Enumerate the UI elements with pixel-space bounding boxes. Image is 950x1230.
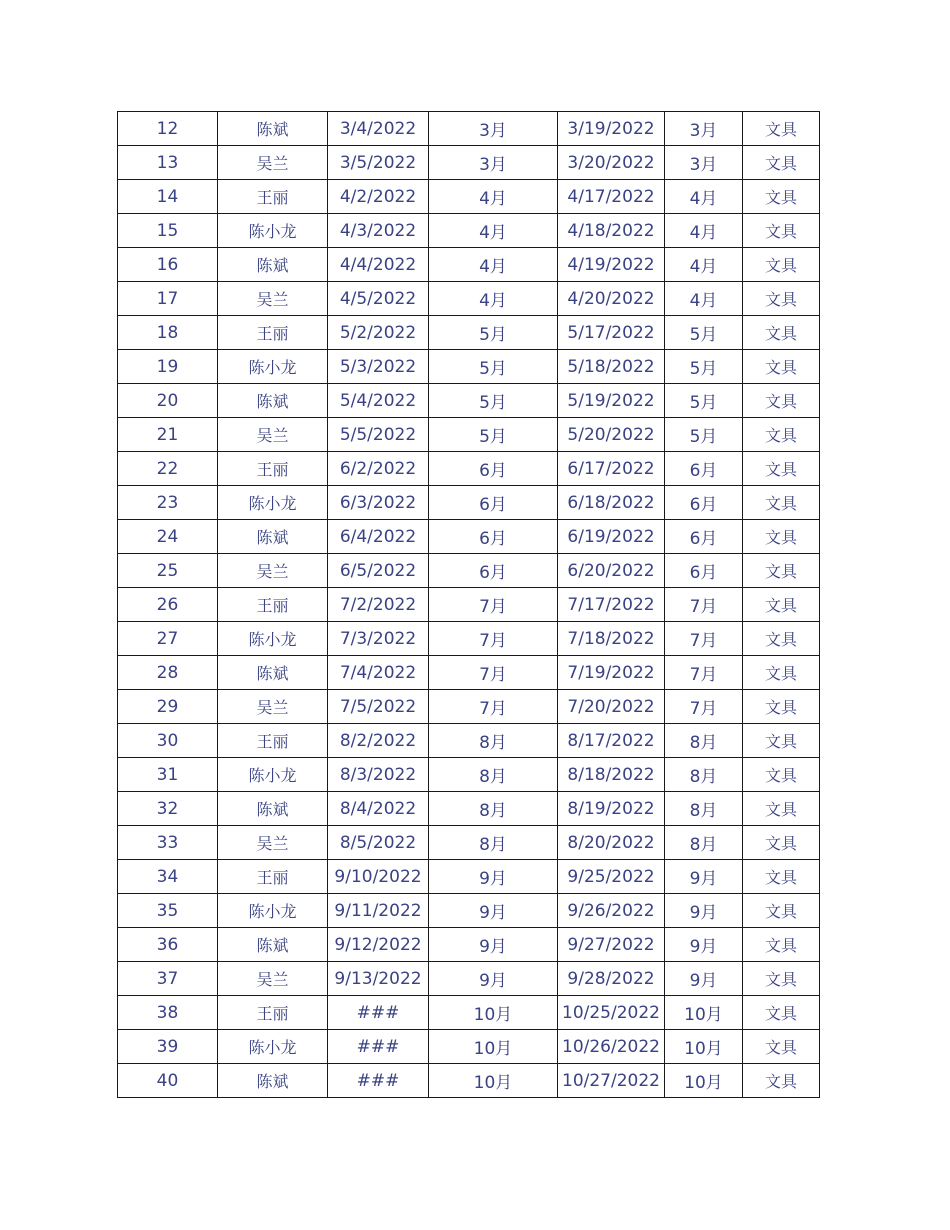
end-month-cell[interactable]: 4月 [665,248,743,282]
end-date-cell[interactable]: 10/25/2022 [558,996,665,1030]
table-row [118,656,820,690]
category-cell[interactable]: 文具 [743,792,820,826]
date-cell[interactable]: 7/4/2022 [328,656,429,690]
row-number-cell[interactable]: 20 [118,384,218,418]
table-row [118,1030,820,1064]
name-cell[interactable]: 陈小龙 [218,486,328,520]
date-cell[interactable]: ### [328,996,429,1030]
end-date-cell[interactable]: 8/19/2022 [558,792,665,826]
row-number-cell[interactable]: 21 [118,418,218,452]
name-cell[interactable]: 吴兰 [218,418,328,452]
end-month-cell[interactable]: 10月 [665,996,743,1030]
row-number-cell[interactable]: 32 [118,792,218,826]
name-cell[interactable]: 王丽 [218,452,328,486]
category-cell[interactable]: 文具 [743,316,820,350]
category-cell[interactable]: 文具 [743,1064,820,1098]
name-cell[interactable]: 陈小龙 [218,1030,328,1064]
date-cell[interactable]: 6/4/2022 [328,520,429,554]
category-cell[interactable]: 文具 [743,384,820,418]
date-cell[interactable]: 9/12/2022 [328,928,429,962]
month-cell[interactable]: 9月 [429,928,558,962]
date-cell[interactable]: 8/3/2022 [328,758,429,792]
month-cell[interactable]: 10月 [429,996,558,1030]
end-date-cell[interactable]: 5/18/2022 [558,350,665,384]
end-date-cell[interactable]: 10/27/2022 [558,1064,665,1098]
month-cell[interactable]: 5月 [429,350,558,384]
table-row [118,486,820,520]
end-month-cell[interactable]: 7月 [665,690,743,724]
end-month-cell[interactable]: 3月 [665,112,743,146]
table-row [118,928,820,962]
row-number-cell[interactable]: 15 [118,214,218,248]
month-cell[interactable]: 4月 [429,248,558,282]
name-cell[interactable]: 陈小龙 [218,622,328,656]
month-cell[interactable]: 3月 [429,146,558,180]
month-cell[interactable]: 9月 [429,860,558,894]
table-row [118,826,820,860]
date-cell[interactable]: 8/5/2022 [328,826,429,860]
name-cell[interactable]: 王丽 [218,316,328,350]
row-number-cell[interactable]: 25 [118,554,218,588]
date-cell[interactable]: 4/5/2022 [328,282,429,316]
month-cell[interactable]: 7月 [429,622,558,656]
table-row [118,384,820,418]
month-cell[interactable]: 6月 [429,520,558,554]
end-date-cell[interactable]: 4/20/2022 [558,282,665,316]
month-cell[interactable]: 7月 [429,690,558,724]
end-month-cell[interactable]: 6月 [665,520,743,554]
month-cell[interactable]: 4月 [429,214,558,248]
category-cell[interactable]: 文具 [743,180,820,214]
end-date-cell[interactable]: 6/18/2022 [558,486,665,520]
end-month-cell[interactable]: 8月 [665,758,743,792]
end-date-cell[interactable]: 7/18/2022 [558,622,665,656]
end-date-cell[interactable]: 7/20/2022 [558,690,665,724]
end-date-cell[interactable]: 9/26/2022 [558,894,665,928]
table-row [118,860,820,894]
category-cell[interactable]: 文具 [743,350,820,384]
category-cell[interactable]: 文具 [743,1030,820,1064]
category-cell[interactable]: 文具 [743,690,820,724]
month-cell[interactable]: 10月 [429,1064,558,1098]
row-number-cell[interactable]: 13 [118,146,218,180]
name-cell[interactable]: 吴兰 [218,282,328,316]
end-date-cell[interactable]: 8/18/2022 [558,758,665,792]
end-date-cell[interactable]: 7/17/2022 [558,588,665,622]
name-cell[interactable]: 王丽 [218,724,328,758]
table-row [118,758,820,792]
table-row [118,248,820,282]
row-number-cell[interactable]: 19 [118,350,218,384]
end-month-cell[interactable]: 8月 [665,826,743,860]
date-cell[interactable]: 4/2/2022 [328,180,429,214]
date-cell[interactable]: 5/4/2022 [328,384,429,418]
name-cell[interactable]: 陈斌 [218,1064,328,1098]
month-cell[interactable]: 9月 [429,962,558,996]
row-number-cell[interactable]: 39 [118,1030,218,1064]
name-cell[interactable]: 王丽 [218,180,328,214]
end-month-cell[interactable]: 8月 [665,724,743,758]
end-month-cell[interactable]: 8月 [665,792,743,826]
end-date-cell[interactable]: 3/20/2022 [558,146,665,180]
month-cell[interactable]: 4月 [429,282,558,316]
table-row [118,214,820,248]
row-number-cell[interactable]: 24 [118,520,218,554]
row-number-cell[interactable]: 38 [118,996,218,1030]
date-cell[interactable]: 9/10/2022 [328,860,429,894]
row-number-cell[interactable]: 22 [118,452,218,486]
name-cell[interactable]: 陈斌 [218,792,328,826]
table-body [118,112,820,1098]
category-cell[interactable]: 文具 [743,860,820,894]
category-cell[interactable]: 文具 [743,724,820,758]
end-month-cell[interactable]: 6月 [665,554,743,588]
name-cell[interactable]: 陈斌 [218,384,328,418]
table-row [118,180,820,214]
table-row [118,622,820,656]
name-cell[interactable]: 吴兰 [218,826,328,860]
row-number-cell[interactable]: 30 [118,724,218,758]
row-number-cell[interactable]: 18 [118,316,218,350]
end-month-cell[interactable]: 7月 [665,622,743,656]
date-cell[interactable]: 5/5/2022 [328,418,429,452]
date-cell[interactable]: 7/5/2022 [328,690,429,724]
category-cell[interactable]: 文具 [743,588,820,622]
date-cell[interactable]: 3/5/2022 [328,146,429,180]
end-month-cell[interactable]: 7月 [665,656,743,690]
month-cell[interactable]: 5月 [429,384,558,418]
category-cell[interactable]: 文具 [743,418,820,452]
table-row [118,112,820,146]
row-number-cell[interactable]: 27 [118,622,218,656]
row-number-cell[interactable]: 16 [118,248,218,282]
end-date-cell[interactable]: 7/19/2022 [558,656,665,690]
end-month-cell[interactable]: 5月 [665,384,743,418]
table-row [118,792,820,826]
end-month-cell[interactable]: 9月 [665,860,743,894]
row-number-cell[interactable]: 26 [118,588,218,622]
end-date-cell[interactable]: 6/17/2022 [558,452,665,486]
date-cell[interactable]: 8/4/2022 [328,792,429,826]
end-month-cell[interactable]: 7月 [665,588,743,622]
row-number-cell[interactable]: 36 [118,928,218,962]
row-number-cell[interactable]: 40 [118,1064,218,1098]
name-cell[interactable]: 王丽 [218,996,328,1030]
end-date-cell[interactable]: 6/20/2022 [558,554,665,588]
name-cell[interactable]: 吴兰 [218,554,328,588]
date-cell[interactable]: 9/13/2022 [328,962,429,996]
end-date-cell[interactable]: 8/17/2022 [558,724,665,758]
date-cell[interactable]: 7/3/2022 [328,622,429,656]
row-number-cell[interactable]: 37 [118,962,218,996]
table-row [118,1064,820,1098]
name-cell[interactable]: 陈斌 [218,656,328,690]
end-date-cell[interactable]: 9/25/2022 [558,860,665,894]
month-cell[interactable]: 6月 [429,452,558,486]
date-cell[interactable]: 6/2/2022 [328,452,429,486]
table-row [118,554,820,588]
row-number-cell[interactable]: 28 [118,656,218,690]
category-cell[interactable]: 文具 [743,520,820,554]
end-date-cell[interactable]: 10/26/2022 [558,1030,665,1064]
date-cell[interactable]: 3/4/2022 [328,112,429,146]
end-month-cell[interactable]: 9月 [665,928,743,962]
row-number-cell[interactable]: 14 [118,180,218,214]
spreadsheet-table [117,111,820,1098]
month-cell[interactable]: 3月 [429,112,558,146]
category-cell[interactable]: 文具 [743,758,820,792]
date-cell[interactable]: 6/5/2022 [328,554,429,588]
table-row [118,452,820,486]
table-row [118,962,820,996]
category-cell[interactable]: 文具 [743,622,820,656]
month-cell[interactable]: 6月 [429,554,558,588]
category-cell[interactable]: 文具 [743,214,820,248]
end-date-cell[interactable]: 9/27/2022 [558,928,665,962]
name-cell[interactable]: 陈小龙 [218,894,328,928]
category-cell[interactable]: 文具 [743,554,820,588]
month-cell[interactable]: 5月 [429,316,558,350]
category-cell[interactable]: 文具 [743,486,820,520]
category-cell[interactable]: 文具 [743,996,820,1030]
end-date-cell[interactable]: 8/20/2022 [558,826,665,860]
month-cell[interactable]: 8月 [429,826,558,860]
table-row [118,418,820,452]
row-number-cell[interactable]: 29 [118,690,218,724]
table-row [118,588,820,622]
month-cell[interactable]: 7月 [429,588,558,622]
end-month-cell[interactable]: 4月 [665,282,743,316]
name-cell[interactable]: 陈小龙 [218,758,328,792]
end-date-cell[interactable]: 5/20/2022 [558,418,665,452]
table-row [118,316,820,350]
end-month-cell[interactable]: 10月 [665,1030,743,1064]
end-date-cell[interactable]: 5/19/2022 [558,384,665,418]
date-cell[interactable]: 5/3/2022 [328,350,429,384]
end-month-cell[interactable]: 6月 [665,486,743,520]
end-month-cell[interactable]: 3月 [665,146,743,180]
name-cell[interactable]: 陈斌 [218,520,328,554]
end-month-cell[interactable]: 4月 [665,180,743,214]
end-month-cell[interactable]: 5月 [665,418,743,452]
end-date-cell[interactable]: 6/19/2022 [558,520,665,554]
category-cell[interactable]: 文具 [743,928,820,962]
name-cell[interactable]: 陈斌 [218,112,328,146]
name-cell[interactable]: 陈斌 [218,248,328,282]
date-cell[interactable]: 6/3/2022 [328,486,429,520]
table-row [118,894,820,928]
category-cell[interactable]: 文具 [743,452,820,486]
category-cell[interactable]: 文具 [743,282,820,316]
end-month-cell[interactable]: 5月 [665,316,743,350]
end-date-cell[interactable]: 4/19/2022 [558,248,665,282]
category-cell[interactable]: 文具 [743,248,820,282]
month-cell[interactable]: 9月 [429,894,558,928]
row-number-cell[interactable]: 31 [118,758,218,792]
month-cell[interactable]: 7月 [429,656,558,690]
name-cell[interactable]: 王丽 [218,588,328,622]
table-row [118,724,820,758]
end-date-cell[interactable]: 3/19/2022 [558,112,665,146]
table-row [118,520,820,554]
table-row [118,282,820,316]
date-cell[interactable]: 5/2/2022 [328,316,429,350]
month-cell[interactable]: 6月 [429,486,558,520]
end-month-cell[interactable]: 4月 [665,214,743,248]
month-cell[interactable]: 8月 [429,792,558,826]
end-date-cell[interactable]: 9/28/2022 [558,962,665,996]
month-cell[interactable]: 8月 [429,758,558,792]
date-cell[interactable]: 4/4/2022 [328,248,429,282]
end-month-cell[interactable]: 9月 [665,962,743,996]
end-date-cell[interactable]: 4/17/2022 [558,180,665,214]
end-month-cell[interactable]: 6月 [665,452,743,486]
category-cell[interactable]: 文具 [743,656,820,690]
month-cell[interactable]: 4月 [429,180,558,214]
name-cell[interactable]: 吴兰 [218,690,328,724]
end-month-cell[interactable]: 5月 [665,350,743,384]
table-row [118,350,820,384]
name-cell[interactable]: 陈小龙 [218,214,328,248]
row-number-cell[interactable]: 34 [118,860,218,894]
date-cell[interactable]: 4/3/2022 [328,214,429,248]
date-cell[interactable]: 9/11/2022 [328,894,429,928]
name-cell[interactable]: 吴兰 [218,962,328,996]
row-number-cell[interactable]: 17 [118,282,218,316]
date-cell[interactable]: ### [328,1030,429,1064]
name-cell[interactable]: 陈斌 [218,928,328,962]
category-cell[interactable]: 文具 [743,826,820,860]
table-row [118,146,820,180]
date-cell[interactable]: 7/2/2022 [328,588,429,622]
end-month-cell[interactable]: 9月 [665,894,743,928]
row-number-cell[interactable]: 33 [118,826,218,860]
table-row [118,690,820,724]
category-cell[interactable]: 文具 [743,112,820,146]
row-number-cell[interactable]: 23 [118,486,218,520]
row-number-cell[interactable]: 12 [118,112,218,146]
date-cell[interactable]: ### [328,1064,429,1098]
end-date-cell[interactable]: 5/17/2022 [558,316,665,350]
end-month-cell[interactable]: 10月 [665,1064,743,1098]
month-cell[interactable]: 10月 [429,1030,558,1064]
category-cell[interactable]: 文具 [743,146,820,180]
table-row [118,996,820,1030]
name-cell[interactable]: 王丽 [218,860,328,894]
category-cell[interactable]: 文具 [743,962,820,996]
name-cell[interactable]: 陈小龙 [218,350,328,384]
month-cell[interactable]: 5月 [429,418,558,452]
date-cell[interactable]: 8/2/2022 [328,724,429,758]
row-number-cell[interactable]: 35 [118,894,218,928]
name-cell[interactable]: 吴兰 [218,146,328,180]
end-date-cell[interactable]: 4/18/2022 [558,214,665,248]
month-cell[interactable]: 8月 [429,724,558,758]
category-cell[interactable]: 文具 [743,894,820,928]
